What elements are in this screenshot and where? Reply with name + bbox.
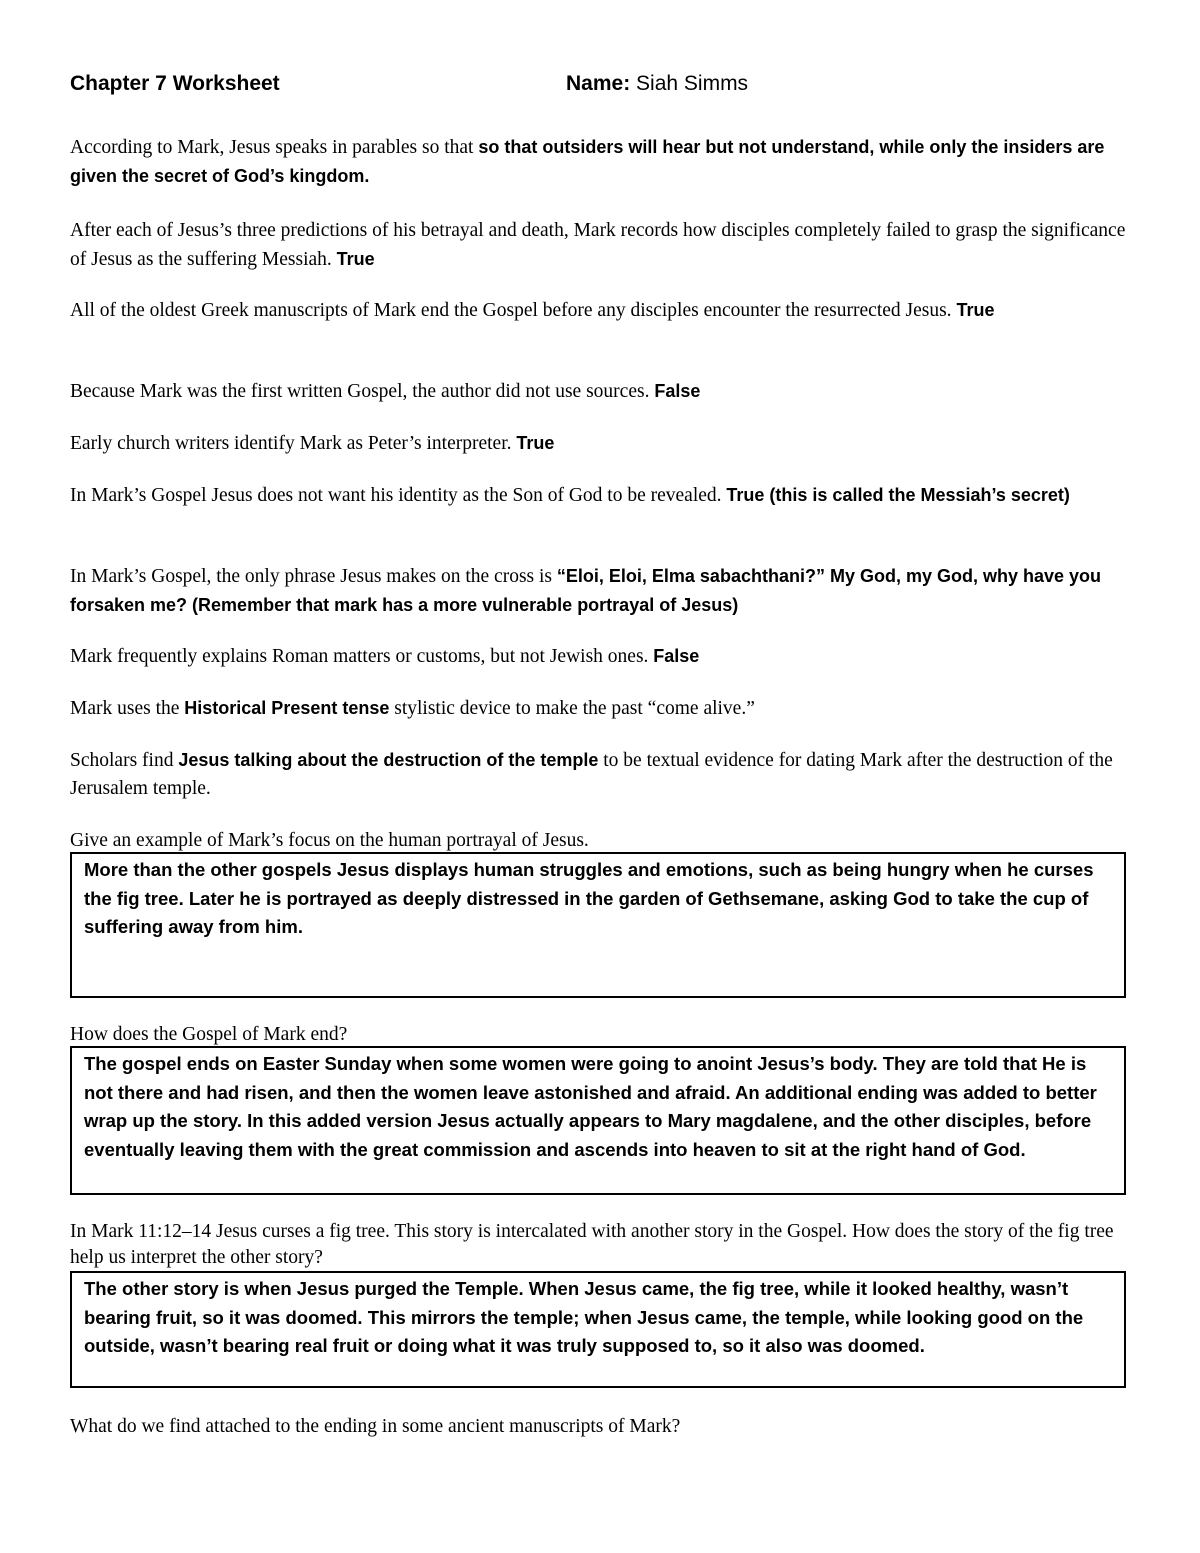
question-6 xyxy=(70,481,1135,510)
answer-text: True xyxy=(956,300,995,320)
name-label: Name: xyxy=(566,72,631,95)
question-text: According to Mark, Jesus speaks in parables so that xyxy=(70,137,479,158)
answer-text: False xyxy=(653,646,700,666)
question-9 xyxy=(70,694,1135,723)
question-text-end: stylistic device to make the past “come alive.” xyxy=(389,698,755,719)
student-name xyxy=(566,72,748,96)
final-question: What do we find attached to the ending in some ancient manuscripts of Mark? xyxy=(70,1416,681,1437)
question-2 xyxy=(70,217,1135,274)
question-7 xyxy=(70,562,1135,620)
question-text: After each of Jesus’s three predictions of his betrayal and death, Mark records how disciples completely failed to grasp the significance of Jesus as the suffering Messiah. xyxy=(70,220,1126,270)
essay-prompt-1: Give an example of Mark’s focus on the human portrayal of Jesus. xyxy=(70,830,589,851)
name-value: Siah Simms xyxy=(630,72,749,95)
essay-answer-box-1[interactable]: More than the other gospels Jesus displays human struggles and emotions, such as being hungry when he curses the fig tree. Later he is portrayed as deeply distressed in the garden of Gethsemane, asking God to take the cup of suffering away from him. xyxy=(70,852,1126,998)
essay-prompt-3: In Mark 11:12–14 Jesus curses a fig tree. This story is intercalated with another story in the Gospel. How does the story of the fig tree help us interpret the other story? xyxy=(70,1221,1114,1268)
question-8 xyxy=(70,642,1135,671)
answer-text: True (this is called the Messiah’s secret) xyxy=(726,485,1070,505)
question-text: In Mark’s Gospel, the only phrase Jesus makes on the cross is xyxy=(70,566,557,587)
worksheet-title: Chapter 7 Worksheet xyxy=(70,72,280,95)
essay-prompt-2: How does the Gospel of Mark end? xyxy=(70,1024,348,1045)
answer-text: “Eloi, Eloi, Elma sabachthani?” My God, my God, why have you forsaken me? (Remember that mark has a more vulnerable portrayal of Jesus) xyxy=(70,566,1101,615)
question-4 xyxy=(70,377,1135,406)
question-text: Scholars find xyxy=(70,750,179,771)
essay-answer-box-3[interactable]: The other story is when Jesus purged the Temple. When Jesus came, the fig tree, while it looked healthy, wasn’t bearing fruit, so it was doomed. This mirrors the temple; when Jesus came, the temple, while looking good on the outside, wasn’t bearing real fruit or doing what it was truly supposed to, so it also was doomed. xyxy=(70,1271,1126,1388)
essay-answer-box-2[interactable]: The gospel ends on Easter Sunday when some women were going to anoint Jesus’s body. They are told that He is not there and had risen, and then the women leave astonished and afraid. An additional ending was added to better wrap up the story. In this added version Jesus actually appears to Mary magdalene, and the other disciples, before eventually leaving them with the great commission and ascends into heaven to sit at the right hand of God. xyxy=(70,1046,1126,1195)
question-text: Mark frequently explains Roman matters or customs, but not Jewish ones. xyxy=(70,646,654,667)
question-text-end: to be textual evidence for dating Mark after the destruction of the Jerusalem temple. xyxy=(70,750,1113,799)
answer-text: True xyxy=(336,249,375,269)
question-text: Because Mark was the first written Gospel, the author did not use sources. xyxy=(70,381,655,402)
answer-text: so that outsiders will hear but not understand, while only the insiders are given the secret of God’s kingdom. xyxy=(70,137,1105,186)
question-5 xyxy=(70,429,1135,458)
question-text: Early church writers identify Mark as Peter’s interpreter. xyxy=(70,433,517,454)
question-text: In Mark’s Gospel Jesus does not want his identity as the Son of God to be revealed. xyxy=(70,485,727,506)
question-text: Mark uses the xyxy=(70,698,185,719)
answer-text: Historical Present tense xyxy=(184,698,390,718)
answer-text: False xyxy=(654,381,701,401)
worksheet-header xyxy=(70,72,1130,106)
question-text: All of the oldest Greek manuscripts of Mark end the Gospel before any disciples encounter the resurrected Jesus. xyxy=(70,300,957,321)
question-1 xyxy=(70,133,1135,191)
answer-text: True xyxy=(516,433,555,453)
answer-text: Jesus talking about the destruction of the temple xyxy=(178,750,599,770)
question-3 xyxy=(70,296,1135,325)
question-10 xyxy=(70,746,1135,803)
